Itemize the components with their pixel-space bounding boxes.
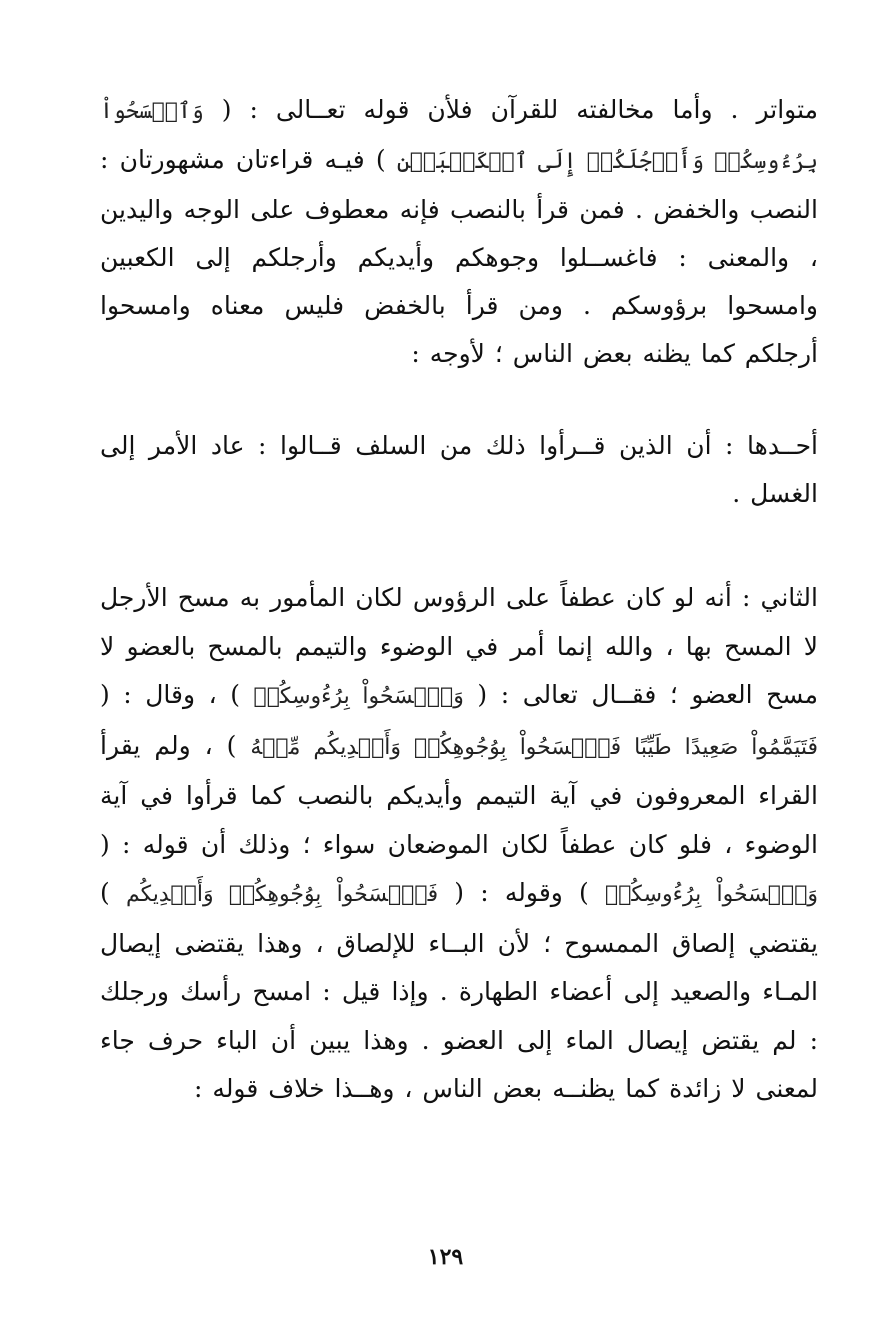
paragraph-1 <box>100 86 818 378</box>
quran-verse: فَٱمۡسَحُواْ بِوُجُوهِكُمۡ وَأَيۡدِيكُم <box>125 882 439 907</box>
paragraph-text: ) ، وقال : ( <box>100 680 254 709</box>
quran-verse: وَٱمۡسَحُواْ بِرُءُوسِكُمۡ <box>253 684 464 709</box>
paragraph-text: متواتر . وأما مخالفته للقرآن فلأن قوله تعــالى : ( <box>203 95 818 124</box>
paragraph-3 <box>100 574 818 1114</box>
page-number: ١٢٩ <box>427 1244 464 1270</box>
paragraph-text: ) فيـه قراءتان مشهورتان : النصب والخفض . فمن قرأ بالنصب فإنه معطوف على الوجه واليدين ، والمعنى : فاغســلوا وجوهكم وأيديكم وأرجلكم إلى الكعبين وامسحوا برؤوسكم . ومن قرأ بالخفض فليس معناه وامسحوا أرجلكم كما يظنه بعض الناس ؛ لأوجه : <box>100 145 818 368</box>
quran-verse: فَتَيَمَّمُواْ صَعِيدًا طَيِّبًا فَٱمۡسَحُواْ بِوُجُوهِكُمۡ وَأَيۡدِيكُم مِّنۡهُ <box>250 734 818 760</box>
paragraph-text: الثاني : أنه لو كان عطفاً على الرؤوس لكان المأمور به مسح الأرجل لا المسح بها ، والله إنما أمر في الوضوء والتيمم بالمسح بالعضو لا مسح العضو ؛ فقــال تعالى : ( <box>100 583 818 709</box>
paragraph-text: ) يقتضي إلصاق الممسوح ؛ لأن البــاء للإلصاق ، وهذا يقتضى إيصال المـاء والصعيد إلى أعضاء الطهارة . وإذا قيل : امسح رأسك ورجلك : لم يقتض إيصال الماء إلى العضو . وهذا يبين أن الباء حرف جاء لمعنى لا زائدة كما يظنــه بعض الناس ، وهــذا خلاف قوله : <box>100 878 818 1103</box>
quran-verse: وَٱمۡسَحُواْ بِرُءُوسِكُمۡ وَأَرۡجُلَكُمۡ إِلَى ٱلۡكَعۡبَيۡنِ <box>100 99 818 174</box>
paragraph-text: أحــدها : أن الذين قــرأوا ذلك من السلف قــالوا : عاد الأمر إلى الغسل . <box>100 431 818 508</box>
quran-verse: وَٱمۡسَحُواْ بِرُءُوسِكُمۡ <box>605 882 819 907</box>
paragraph-text: ) ، ولم يقرأ القراء المعروفون في آية التيمم وأيديكم بالنصب كما قرأوا في آية الوضوء ، فلو كان عطفاً لكان الموضعان سواء ؛ وذلك أن قوله : ( <box>100 730 818 859</box>
paragraph-text: ) وقوله : ( <box>438 878 606 907</box>
paragraph-2 <box>100 422 818 518</box>
